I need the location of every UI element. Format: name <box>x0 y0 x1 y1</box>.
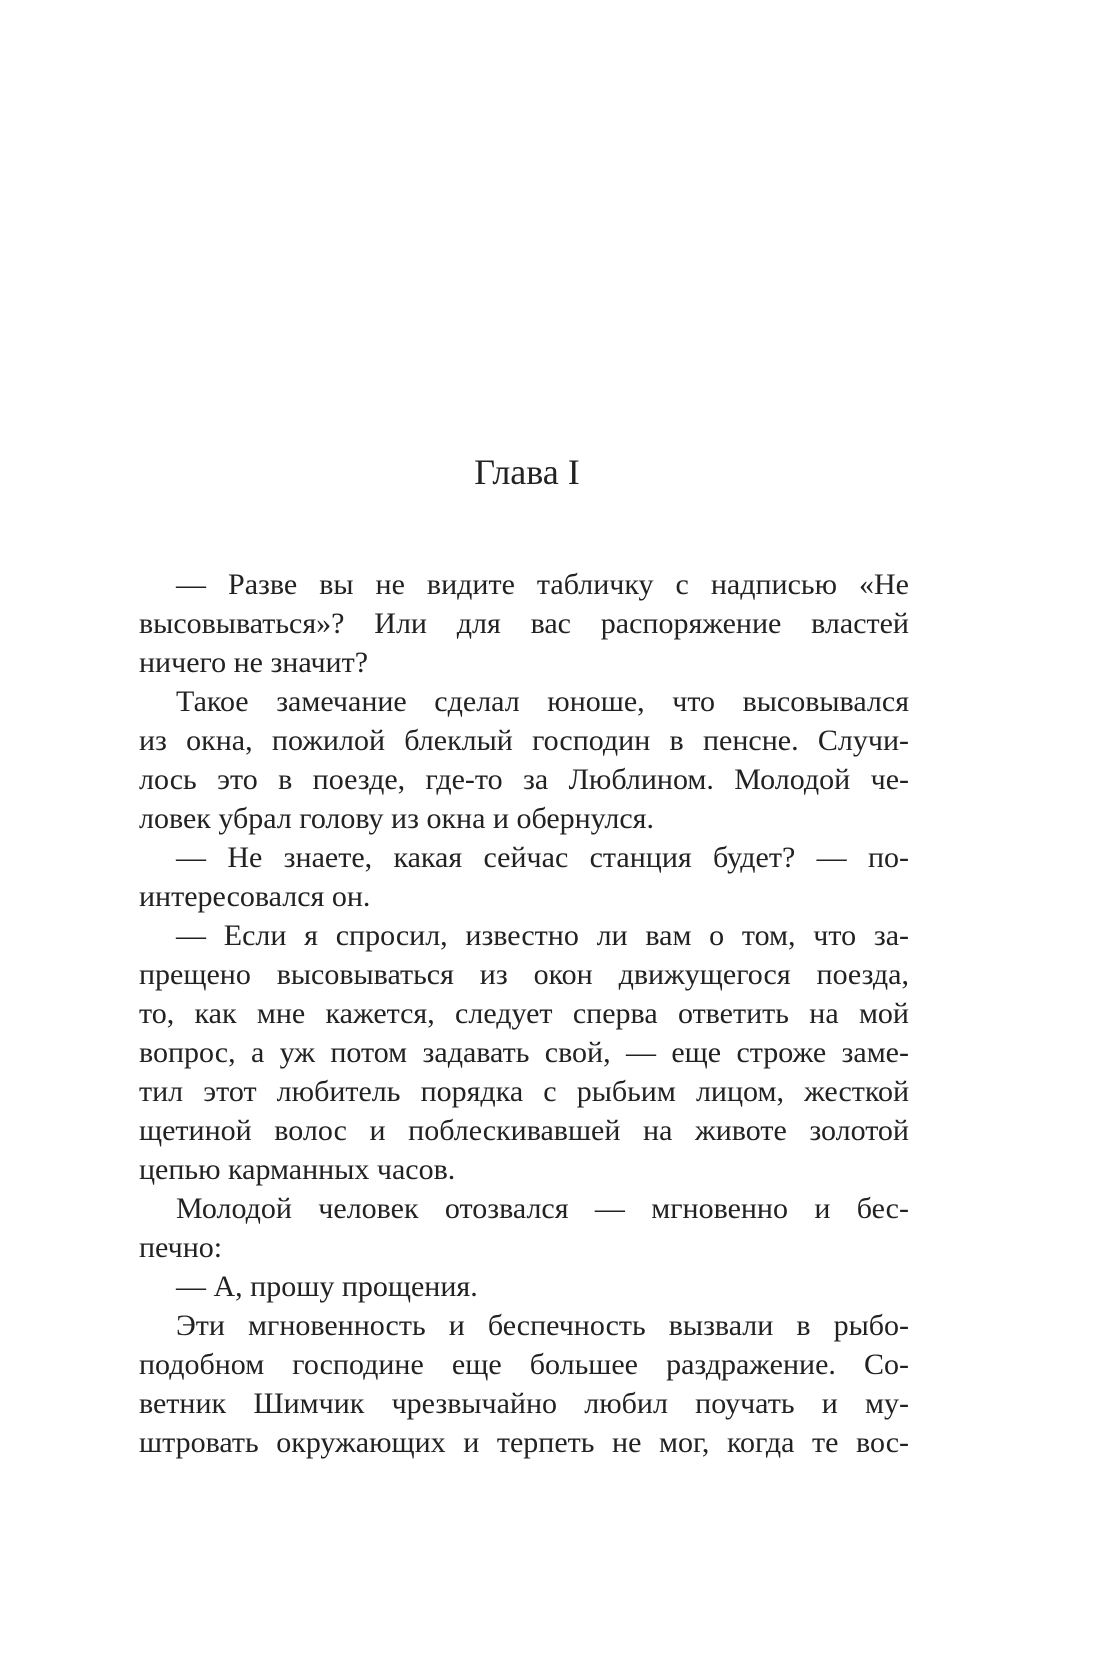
text-line: из окна, пожилой блеклый господин в пенсне. Случи- <box>139 724 909 757</box>
text-line: то, как мне кажется, следует сперва ответить на мой <box>139 997 909 1030</box>
text-line: — Разве вы не видите табличку с надписью «Не <box>176 568 909 601</box>
text-line: Такое замечание сделал юноше, что высовывался <box>176 685 909 718</box>
text-line: ничего не значит? <box>139 646 369 679</box>
text-line: Молодой человек отозвался — мгновенно и бес- <box>176 1192 909 1225</box>
text-line: подобном господине еще большее раздражение. Со- <box>139 1348 909 1381</box>
text-line: печно: <box>139 1231 223 1264</box>
text-line: высовываться»? Или для вас распоряжение властей <box>139 607 909 640</box>
text-line: ветник Шимчик чрезвычайно любил поучать и му- <box>139 1387 909 1420</box>
body-text <box>139 565 909 1462</box>
text-line: лось это в поезде, где-то за Люблином. Молодой че- <box>139 763 909 796</box>
text-line: — Не знаете, какая сейчас станция будет? — по- <box>176 841 909 874</box>
text-line: вопрос, а уж потом задавать свой, — еще строже заме- <box>139 1036 909 1069</box>
text-line: цепью карманных часов. <box>139 1153 456 1186</box>
text-line: тил этот любитель порядка с рыбьим лицом, жесткой <box>139 1075 909 1108</box>
chapter-title: Глава I <box>474 452 580 492</box>
text-line: Эти мгновенность и беспечность вызвали в рыбо- <box>176 1309 909 1342</box>
text-line: — Если я спросил, известно ли вам о том, что за- <box>176 919 909 952</box>
text-line: интересовался он. <box>139 880 371 913</box>
text-line: ловек убрал голову из окна и обернулся. <box>139 802 654 835</box>
text-line: штровать окружающих и терпеть не мог, когда те вос- <box>139 1426 909 1459</box>
text-line: прещено высовываться из окон движущегося поезда, <box>139 958 909 991</box>
text-line: щетиной волос и поблескивавшей на животе золотой <box>139 1114 909 1147</box>
text-line: — А, прошу прощения. <box>176 1270 478 1303</box>
